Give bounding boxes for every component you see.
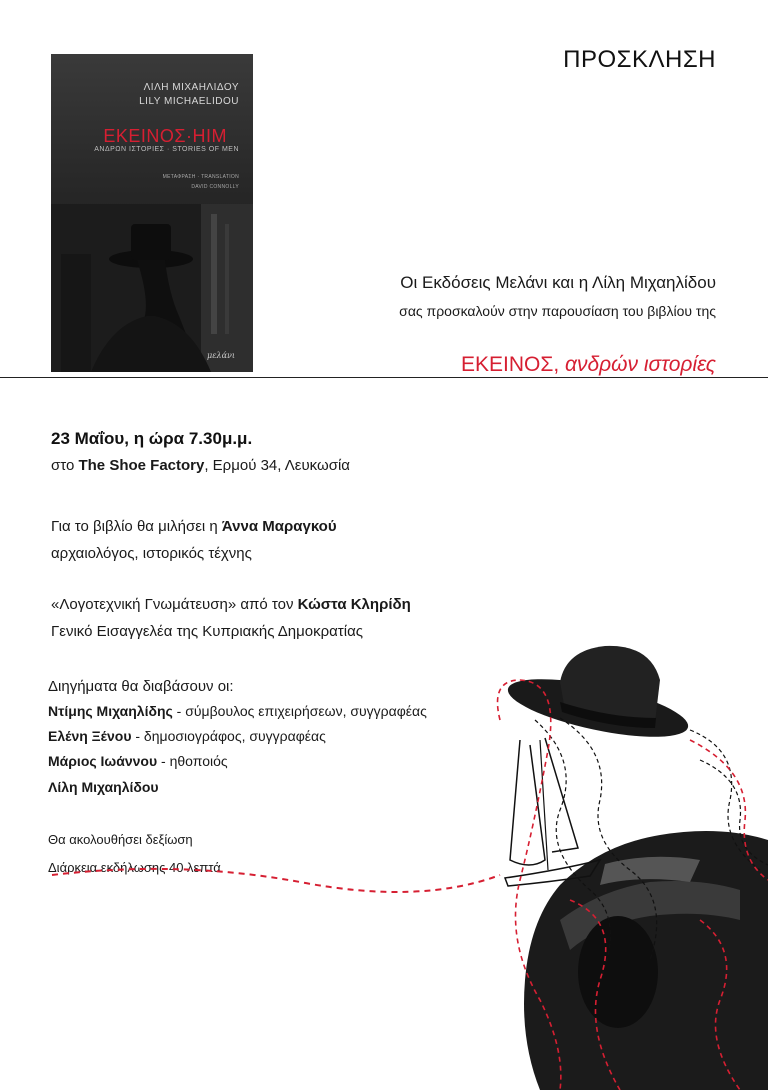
book-title-subtitle: ανδρών ιστορίες [565,353,716,376]
divider-line [0,377,768,378]
speaker-role: αρχαιολόγος, ιστορικός τέχνης [51,545,252,562]
speaker-name: Άννα Μαραγκού [221,518,337,535]
cover-translator: DAVID CONNOLLY [191,184,239,190]
cover-subtitle: ΑΝΔΡΩΝ ΙΣΤΟΡΙΕΣ · STORIES OF MEN [94,146,239,153]
keynote-role: Γενικό Εισαγγελέα της Κυπριακής Δημοκρατίας [51,623,363,640]
keynote-name: Κώστα Κληρίδη [297,596,411,613]
keynote-prefix: «Λογοτεχνική Γνωμάτευση» από τον [51,596,298,613]
reader-role: - ηθοποιός [157,753,228,769]
event-venue [51,457,350,474]
reader-name: Ντίμης Μιχαηλίδης [48,703,173,719]
reader-role: - δημοσιογράφος, συγγραφέας [131,728,326,744]
cover-title: ΕΚΕΙΝΟΣ·HIM [103,126,227,146]
cover-translation-label: ΜΕΤΑΦΡΑΣΗ · TRANSLATION [162,174,239,180]
event-date-time: 23 Μαΐου, η ώρα 7.30μ.μ. [51,429,253,448]
reader-name: Μάριος Ιωάννου [48,753,158,769]
venue-prefix: στο [51,457,79,474]
keynote-line [51,596,411,613]
hat-illustration [0,620,768,1090]
reader-name: Λίλη Μιχαηλίδου [48,779,159,795]
book-title-main: ΕΚΕΙΝΟΣ, [460,353,560,376]
speaker-prefix: Για το βιβλίο θα μιλήσει η [51,518,222,535]
speaker-line [51,518,337,535]
book-title [461,353,716,377]
venue-name: The Shoe Factory [78,457,205,474]
venue-address: , Ερμού 34, Λευκωσία [204,457,350,474]
reader-name: Ελένη Ξένου [48,728,132,744]
cover-publisher-logo: μελάνι [207,351,235,360]
cover-author-greek: ΛΙΛΗ ΜΙΧΑΗΛΙΔΟΥ [143,82,239,93]
reception-note: Θα ακολουθήσει δεξίωση [48,832,193,847]
duration-note: Διάρκεια εκδήλωσης 40 λεπτά [48,860,221,875]
cover-author-english: LILY MICHAELIDOU [139,96,239,107]
reader-role: - σύμβουλος επιχειρήσεων, συγγραφέας [172,703,427,719]
invites-line: σας προσκαλούν στην παρουσίαση του βιβλίου της [399,303,716,319]
book-cover [51,54,253,372]
publisher-line: Οι Εκδόσεις Μελάνι και η Λίλη Μιχαηλίδου [400,273,716,292]
invitation-heading: ΠΡΟΣΚΛΗΣΗ [563,46,716,73]
readers-intro: Διηγήματα θα διαβάσουν οι: [48,678,234,695]
